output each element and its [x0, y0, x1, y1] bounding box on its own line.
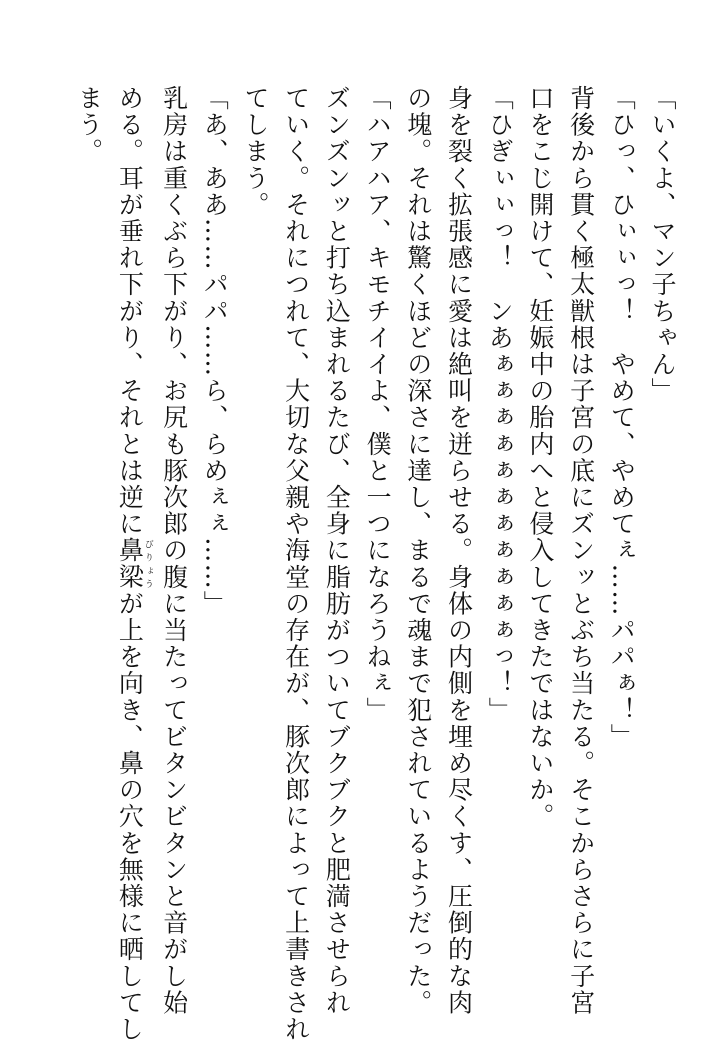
text-line-2: 「ひっ、ひぃぃっ！ やめて、やめてぇ……パパぁ！」: [607, 85, 637, 750]
text-line-14: める。耳が垂れ下がり、それとは逆に鼻梁びりょうが上を向き、鼻の穴を無様に晒してし: [115, 85, 153, 1043]
ruby-reading: びりょう: [142, 537, 153, 591]
text-line-4: 口をこじ開けて、妊娠中の胎内へと侵入してきたではないか。: [525, 85, 555, 830]
text-line-10: ていく。それにつれて、大切な父親や海堂の存在が、豚次郎によって上書きされ: [281, 85, 311, 1043]
text-line-6: 身を裂く拡張感に愛は絶叫を迸らせる。身体の内側を埋め尽くす、圧倒的な肉: [444, 85, 474, 1016]
text-line-12: 「あ、ああ……パパ……ら、らめぇぇ……」: [200, 85, 230, 617]
text-line-3: 背後から貫く極太獣根は子宮の底にズンッとぶち当たる。そこからさらに子宮: [566, 85, 596, 1016]
text-line-11: てしまう。: [240, 85, 270, 218]
text-line-13: 乳房は重くぶら下がり、お尻も豚次郎の腹に当たってビタンビタンと音がし始: [159, 85, 189, 1016]
text-line-15: まう。: [74, 85, 104, 165]
text-line-5: 「ひぎぃぃっ！ ンあぁぁぁぁぁぁぁぁぁぁぁっ！」: [485, 85, 515, 724]
text-line-7: の塊。それは驚くほどの深さに達し、まるで魂まで犯されているようだった。: [403, 85, 433, 1016]
text-line-8: 「ハアハア、キモチイイよ、僕と一つになろうねぇ」: [363, 85, 393, 724]
ruby-annotation: 鼻梁びりょう: [115, 537, 153, 591]
vertical-text-block: [68, 85, 682, 1043]
text-line-9: ズンズンッと打ち込まれるたび、全身に脂肪がついてブクブクと肥満させられ: [322, 85, 352, 1016]
text-line-1: 「いくよ、マン子ちゃん」: [648, 85, 677, 405]
